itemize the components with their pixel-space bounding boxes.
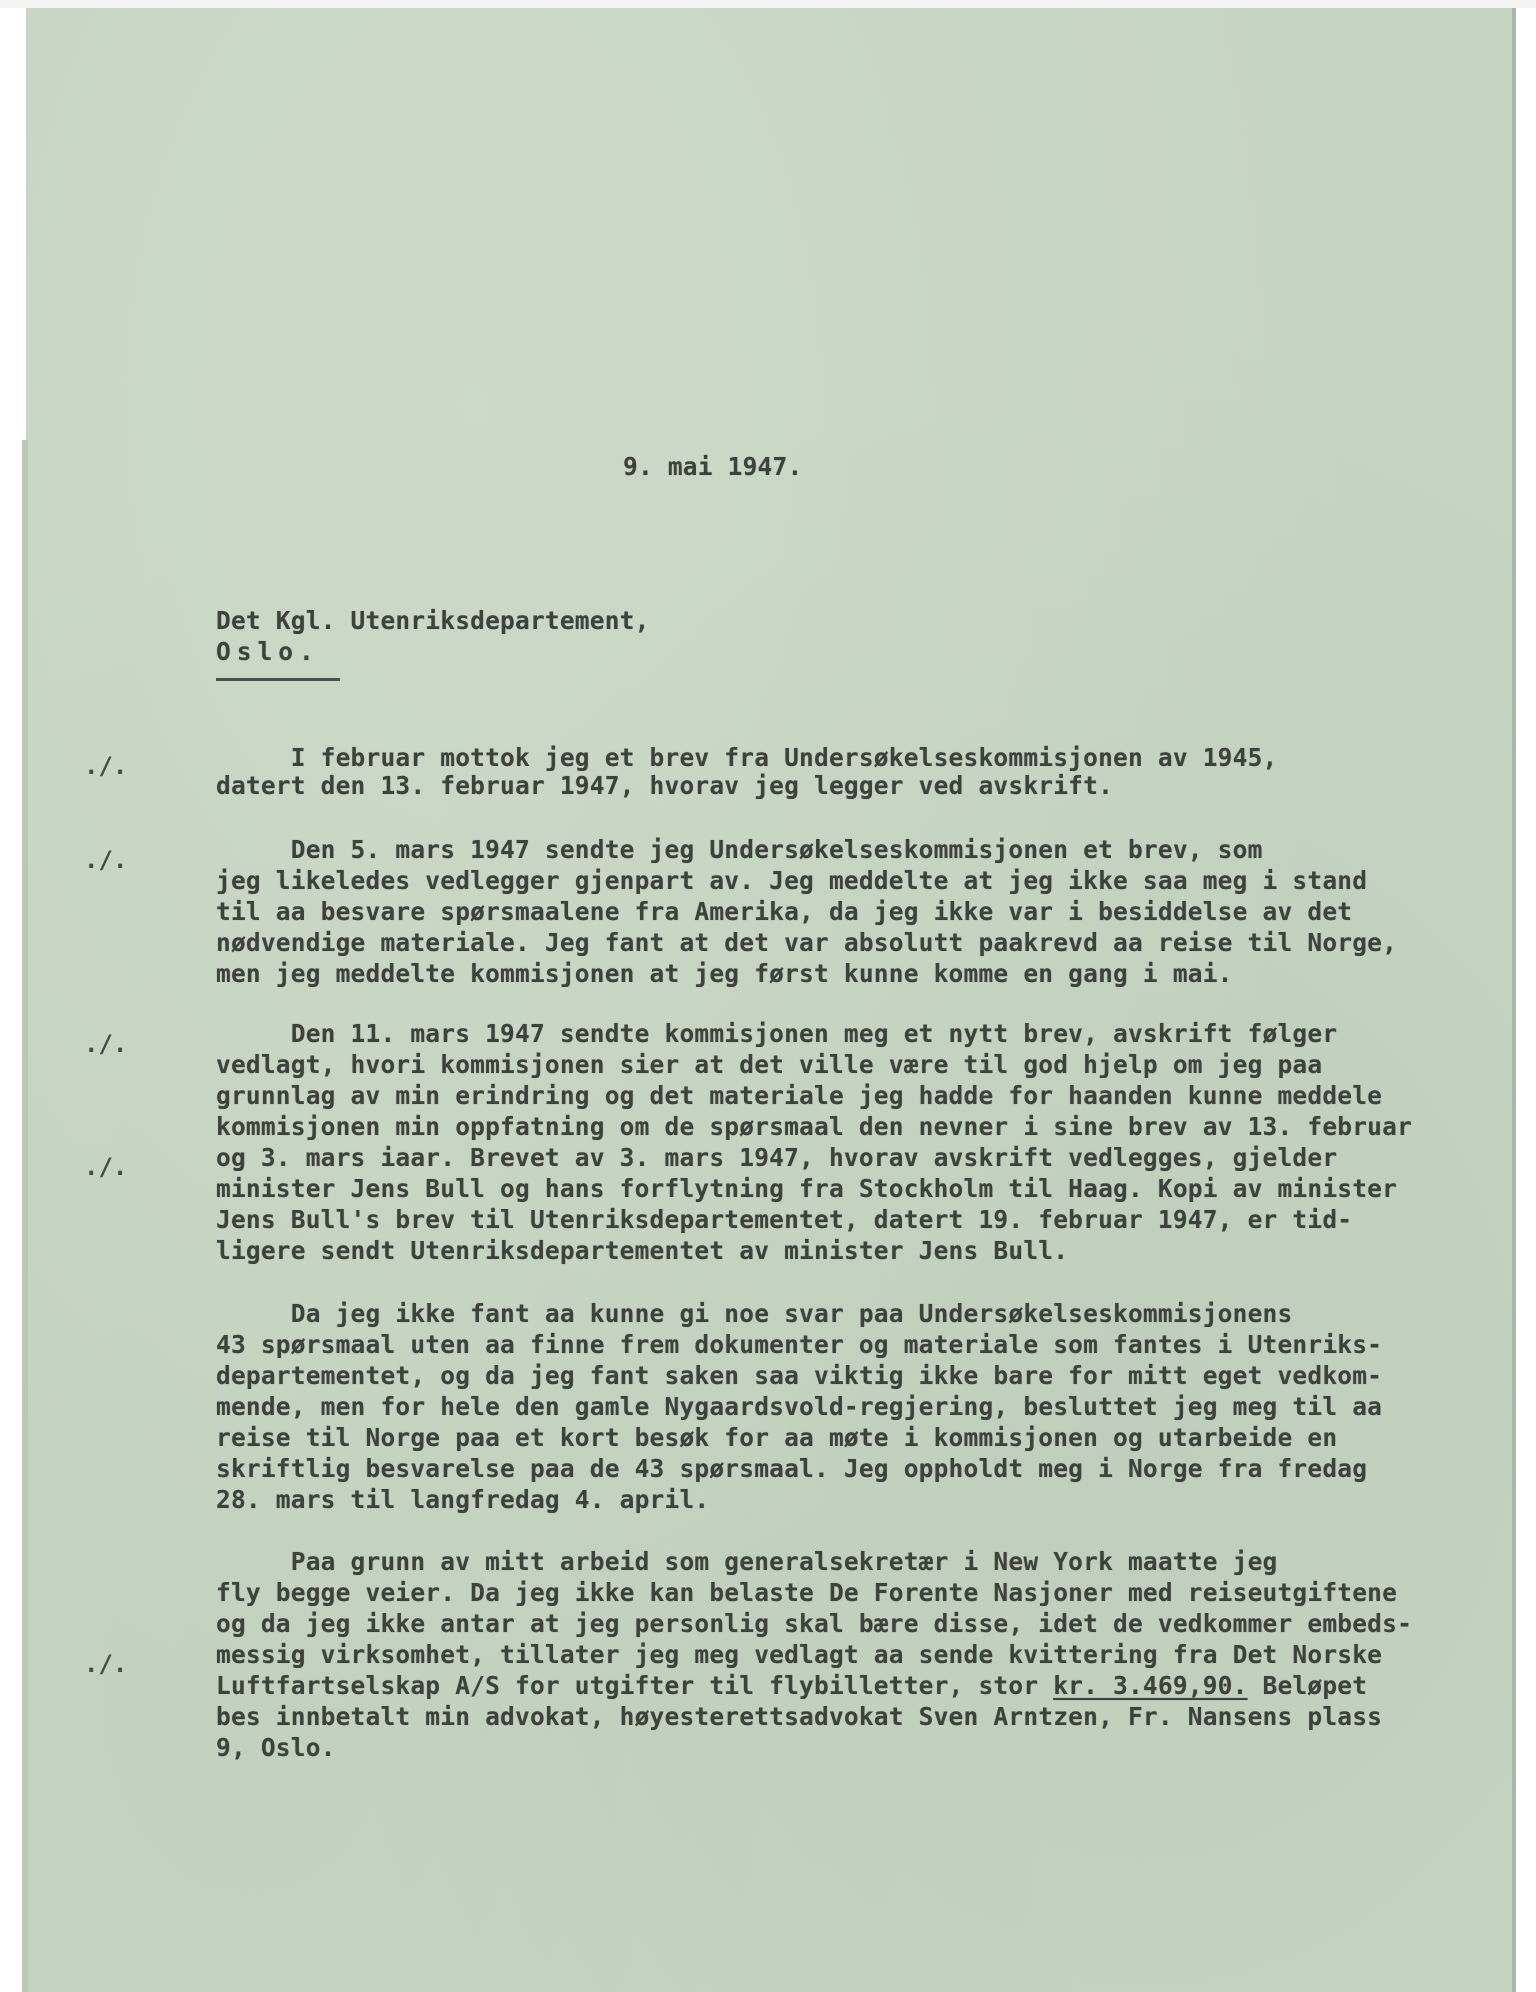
body-line: men jeg meddelte kommisjonen at jeg først kunne komme en gang i mai. xyxy=(216,959,1233,988)
body-line: mende, men for hele den gamle Nygaardsvold-regjering, besluttet jeg meg til aa xyxy=(216,1392,1383,1421)
body-line: grunnlag av min erindring og det materiale jeg hadde for haanden kunne meddele xyxy=(216,1081,1383,1110)
body-line: reise til Norge paa et kort besøk for aa møte i kommisjonen og utarbeide en xyxy=(216,1423,1338,1452)
body-line: datert den 13. februar 1947, hvorav jeg legger ved avskrift. xyxy=(216,771,1114,800)
body-line: bes innbetalt min advokat, høyesterettsadvokat Sven Arntzen, Fr. Nansens plass xyxy=(216,1702,1383,1731)
page-margin-top xyxy=(0,0,1536,8)
body-line: 43 spørsmaal uten aa finne frem dokumenter og materiale som fantes i Utenriks- xyxy=(216,1330,1383,1359)
body-line: og da jeg ikke antar at jeg personlig skal bære disse, idet de vedkommer embeds- xyxy=(216,1609,1413,1638)
margin-mark-enclosure: ./. xyxy=(84,752,128,780)
body-line: messig virksomhet, tillater jeg meg vedlagt aa sende kvittering fra Det Norske xyxy=(216,1640,1383,1669)
body-line: 9, Oslo. xyxy=(216,1733,336,1762)
recipient-line-2: Oslo. xyxy=(216,637,320,666)
body-line: Da jeg ikke fant aa kunne gi noe svar paa Undersøkelseskommisjonens xyxy=(216,1299,1293,1328)
body-line: jeg likeledes vedlegger gjenpart av. Jeg meddelte at jeg ikke saa meg i stand xyxy=(216,866,1368,895)
body-line: fly begge veier. Da jeg ikke kan belaste De Forente Nasjoner med reiseutgiftene xyxy=(216,1578,1398,1607)
body-line: Den 5. mars 1947 sendte jeg Undersøkelseskommisjonen et brev, som xyxy=(216,835,1263,864)
paper-edge-right xyxy=(1512,8,1516,1992)
body-line-text: Luftfartselskap A/S for utgifter til flybilletter, stor xyxy=(216,1671,1054,1700)
body-line: vedlagt, hvori kommisjonen sier at det ville være til god hjelp om jeg paa xyxy=(216,1050,1323,1079)
body-line: til aa besvare spørsmaalene fra Amerika, da jeg ikke var i besiddelse av det xyxy=(216,897,1353,926)
body-line: Jens Bull's brev til Utenriksdepartementet, datert 19. februar 1947, er tid- xyxy=(216,1205,1353,1234)
margin-mark-enclosure: ./. xyxy=(84,1650,128,1678)
paper-edge-left xyxy=(22,440,28,1992)
body-line: I februar mottok jeg et brev fra Undersøkelseskommisjonen av 1945, xyxy=(216,743,1278,772)
body-line: og 3. mars iaar. Brevet av 3. mars 1947, hvorav avskrift vedlegges, gjelder xyxy=(216,1143,1338,1172)
letter-date: 9. mai 1947. xyxy=(623,452,803,481)
body-line: Paa grunn av mitt arbeid som generalsekretær i New York maatte jeg xyxy=(216,1547,1278,1576)
body-line: nødvendige materiale. Jeg fant at det var absolutt paakrevd aa reise til Norge, xyxy=(216,928,1398,957)
body-line: departementet, og da jeg fant saken saa viktig ikke bare for mitt eget vedkom- xyxy=(216,1361,1383,1390)
body-line: kommisjonen min oppfatning om de spørsmaal den nevner i sine brev av 13. februar xyxy=(216,1112,1413,1141)
body-line: ligere sendt Utenriksdepartementet av minister Jens Bull. xyxy=(216,1236,1069,1265)
body-line: Den 11. mars 1947 sendte kommisjonen meg et nytt brev, avskrift følger xyxy=(216,1019,1338,1048)
recipient-line-1: Det Kgl. Utenriksdepartement, xyxy=(216,606,650,635)
body-line-text: Beløpet xyxy=(1247,1671,1368,1700)
ticket-amount: kr. 3.469,90. xyxy=(1053,1671,1248,1700)
margin-mark-enclosure: ./. xyxy=(84,1030,128,1058)
body-line: minister Jens Bull og hans forflytning fra Stockholm til Haag. Kopi av minister xyxy=(216,1174,1398,1203)
body-line: skriftlig besvarelse paa de 43 spørsmaal. Jeg oppholdt meg i Norge fra fredag xyxy=(216,1454,1368,1483)
body-line-with-amount xyxy=(216,1672,1367,1700)
recipient-underline xyxy=(216,678,340,681)
body-line: 28. mars til langfredag 4. april. xyxy=(216,1485,710,1514)
margin-mark-enclosure: ./. xyxy=(84,846,128,874)
margin-mark-enclosure: ./. xyxy=(84,1153,128,1181)
